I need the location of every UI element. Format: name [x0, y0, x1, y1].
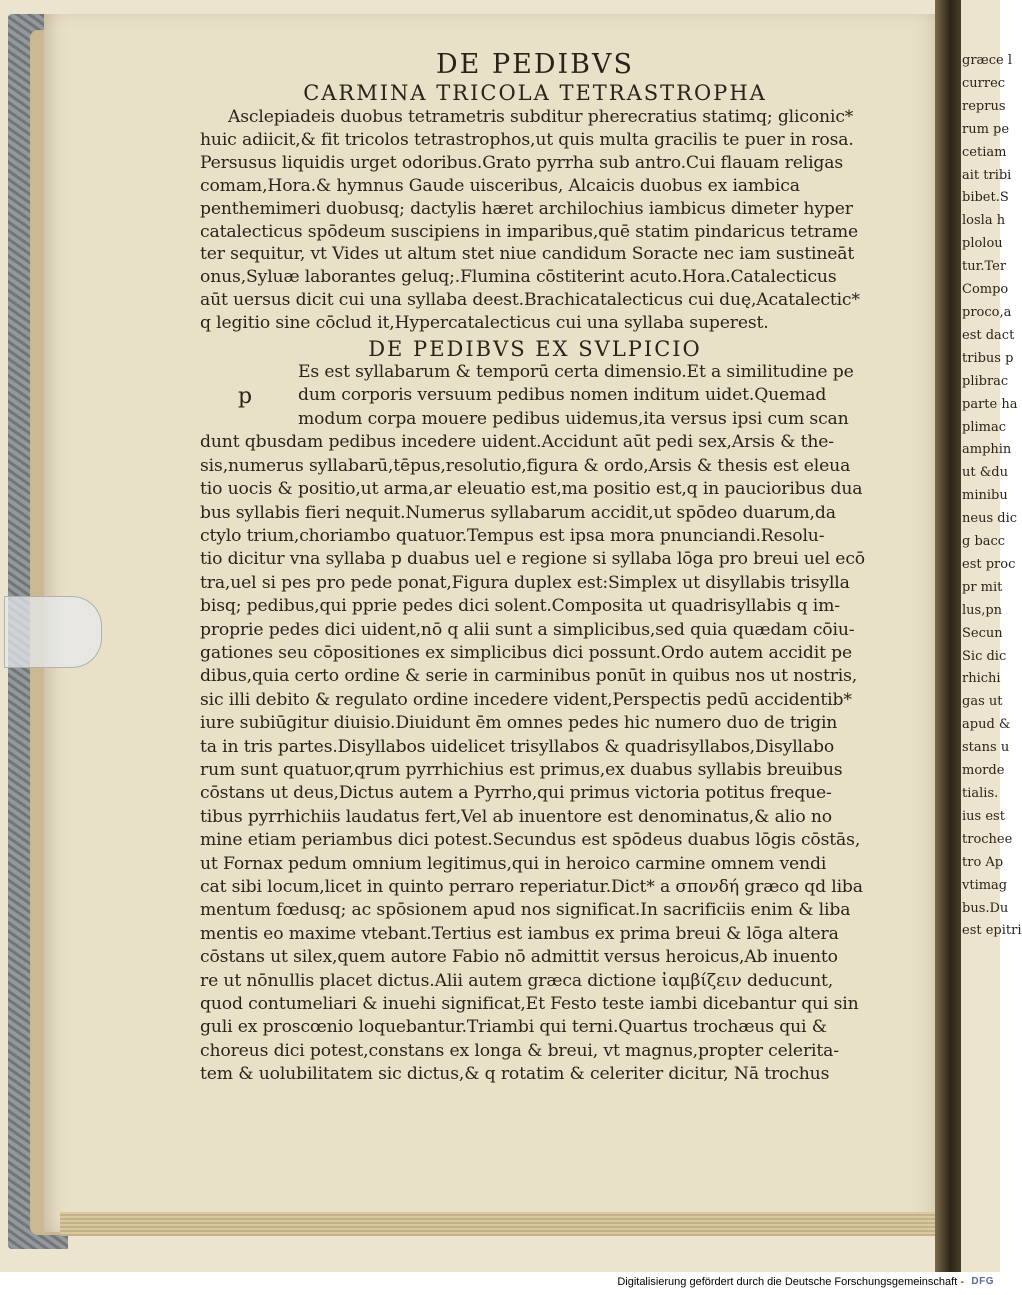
text-line: Es est syllabarum & temporū certa dimensio.Et a similitudine pe: [298, 362, 854, 383]
facing-fragment: losla h: [962, 213, 1006, 229]
text-line: aūt uersus dicit cui una syllaba deest.Brachicatalecticus cui duę,Acatalectic*: [200, 290, 860, 311]
text-line: proprie pedes dici uident,nō q alii sunt a simplicibus,sed quia quædam cōiu-: [200, 619, 855, 640]
text-line: bus syllabis fieri nequit.Numerus syllabarum accidit,ut spōdeo duarum,da: [200, 502, 836, 523]
facing-fragment: tur.Ter: [962, 259, 1007, 275]
text-line: quod contumeliari & inuehi significat,Et Festo teste iambi dicebantur qui sin: [200, 994, 859, 1015]
facing-fragment: cetiam: [962, 144, 1007, 160]
facing-fragment: tro Ap: [962, 854, 1004, 870]
facing-fragment: apud &: [962, 717, 1011, 733]
facing-fragment: pr mit: [962, 579, 1003, 595]
book-gutter: [935, 0, 961, 1272]
facing-fragment: bus.Du: [962, 900, 1009, 916]
text-line: mentis eo maxime vtebant.Tertius est iambus ex prima breui & lōga altera: [200, 923, 839, 944]
facing-fragment: gas ut: [962, 694, 1003, 710]
paragraph-asclepiadeis: [200, 106, 870, 335]
text-line: Persusus liquidis urget odoribus.Grato pyrrha sub antro.Cui flauam religas: [200, 152, 844, 173]
footer-credit: Digitalisierung gefördert durch die Deutsche Forschungsgemeinschaft -: [617, 1276, 964, 1288]
text-line: Asclepiadeis duobus tetrametris subditur pherecratius statimq; gliconic*: [228, 107, 854, 127]
text-line: mentum fœdusq; ac spōsionem apud nos significat.In sacrificiis enim & liba: [200, 900, 851, 921]
facing-fragment: ait tribi: [962, 167, 1012, 183]
text-line: ctylo trium,choriambo quatuor.Tempus est ipsa mora pnunciandi.Resolu-: [200, 525, 825, 546]
text-line: onus,Syluæ laborantes geluq;.Flumina cōstiterint acuto.Hora.Catalecticus: [200, 267, 837, 288]
page-clip: [4, 596, 102, 668]
facing-fragment: Secun: [962, 625, 1003, 641]
text-line: dibus,quia certo ordine & serie in carminibus ponūt in quibus nos ut nostris,: [200, 666, 858, 687]
facing-fragment: vtimag: [962, 877, 1008, 893]
text-line: tio uocis & positio,ut arma,ar eleuatio est,ma positio est,q in paucioribus dua: [200, 479, 863, 500]
facing-fragment: currec: [962, 75, 1006, 91]
facing-fragment: ut &du: [962, 465, 1008, 481]
facing-fragment: rhichi: [962, 671, 1001, 687]
text-line: tibus pyrrhichiis laudatus fert,Vel ab inuentore est denominatus,& alio no: [200, 806, 833, 827]
text-line: bisq; pedibus,qui pprie pedes dici solent.Composita ut quadrisyllabis q im-: [200, 596, 840, 617]
facing-fragment: ius est: [962, 808, 1005, 824]
facing-fragment: parte ha: [962, 396, 1018, 412]
facing-fragment: est epitri: [962, 923, 1022, 939]
footer-bar: [0, 1272, 1000, 1295]
text-line: sic illi debito & regulato ordine incedere vident,Perspectis pedū accidentib*: [200, 689, 852, 710]
text-line: sis,numerus syllabarū,tēpus,resolutio,figura & ordo,Arsis & thesis est eleua: [200, 455, 851, 476]
text-line: cōstans ut silex,quem autore Fabio nō admittit versus heroicus,Ab inuento: [200, 947, 838, 968]
text-line: modum corpa mouere pedibus uidemus,ita versus ipsi cum scan: [298, 408, 849, 429]
facing-fragment: minibu: [962, 488, 1008, 504]
facing-fragment: morde: [962, 763, 1005, 779]
facing-page-fragments: [962, 50, 1022, 1050]
facing-fragment: bibet.S: [962, 190, 1009, 206]
text-line: cat sibi locum,licet in quinto perraro reperiatur.Dict* a σπονδή græco qd liba: [200, 877, 863, 897]
facing-fragment: trochee: [962, 831, 1013, 847]
dfg-logo: DFG: [971, 1276, 994, 1287]
facing-fragment: g bacc: [962, 534, 1006, 550]
facing-fragment: stans u: [962, 740, 1010, 756]
text-line: comam,Hora.& hymnus Gaude uisceribus, Alcaicis duobus ex iambica: [200, 175, 800, 196]
text-line: dunt qbusdam pedibus incedere uident.Accidunt aūt pedi sex,Arsis & the-: [200, 432, 834, 453]
facing-fragment: est proc: [962, 556, 1016, 572]
facing-fragment: plimac: [962, 419, 1006, 435]
text-line: gationes seu cōpositiones ex simplicibus dici possunt.Ordo autem accidit pe: [200, 642, 853, 663]
text-line: penthemimeri duobusq; dactylis hæret archilochius iambicus dimeter hyper: [200, 198, 853, 219]
text-line: iure subiūgitur diuisio.Diuidunt ēm omnes pedes hic numero duo de trigin: [200, 713, 838, 734]
page-text: [200, 50, 870, 1087]
text-line: guli ex proscœnio loquebantur.Triambi qui terni.Quartus trochæus qui &: [200, 1017, 827, 1038]
facing-fragment: reprus: [962, 98, 1006, 114]
text-line: tem & uolubilitatem sic dictus,& q rotatim & celeriter dicitur, Nā trochus: [200, 1064, 830, 1085]
facing-fragment: Compo: [962, 282, 1009, 298]
text-line: mine etiam periambus dici potest.Secundus est spōdeus duabus lōgis cōstās,: [200, 830, 861, 851]
drop-initial: p: [238, 384, 253, 409]
text-line: rum sunt quatuor,qrum pyrrhichius est primus,ex duabus syllabis breuibus: [200, 759, 843, 780]
text-line: dum corporis versuum pedibus nomen inditum uidet.Quemad: [298, 385, 827, 406]
text-line: ta in tris partes.Disyllabos uidelicet trisyllabos & quadrisyllabos,Disyllabo: [200, 736, 835, 757]
text-line: ut Fornax pedum omnium legitimus,qui in heroico carmine omnem vendi: [200, 853, 827, 874]
facing-fragment: plolou: [962, 236, 1003, 252]
text-line: tio dicitur vna syllaba p duabus uel e regione si syllaba lōga pro breui uel ecō: [200, 549, 866, 570]
page-edges: [60, 1212, 950, 1236]
section-heading-sulpicio: DE PEDIBVS EX SVLPICIO: [368, 337, 702, 362]
facing-fragment: est dact: [962, 327, 1015, 343]
facing-fragment: lus,pn: [962, 602, 1003, 618]
facing-fragment: rum pe: [962, 121, 1010, 137]
facing-fragment: Sic dic: [962, 648, 1007, 664]
text-line: cōstans ut deus,Dictus autem a Pyrrho,qui primus victoria potitus freque-: [200, 783, 832, 804]
text-line: choreus dici potest,constans ex longa & breui, vt magnus,propter celerita-: [200, 1040, 839, 1061]
page-title: DE PEDIBVS: [436, 49, 634, 80]
facing-fragment: neus dic: [962, 511, 1018, 527]
text-line: catalecticus spōdeum suscipiens in imparibus,quē statim pindaricus tetrame: [200, 221, 859, 242]
text-line: q legitio sine cōclud it,Hypercatalecticus cui una syllaba superest.: [200, 313, 769, 334]
facing-fragment: græce l: [962, 53, 1013, 68]
facing-fragment: tialis.: [962, 786, 999, 801]
page-subtitle: CARMINA TRICOLA TETRASTROPHA: [303, 81, 767, 105]
text-line: re ut nōnullis placet dictus.Alii autem græca dictione ἰαμβίζειν deducunt,: [200, 970, 834, 991]
text-line: huic adiicit,& fit tricolos tetrastrophos,ut quis multa gracilis te puer in rosa.: [200, 129, 854, 150]
text-line: tra,uel si pes pro pede ponat,Figura duplex est:Simplex ut disyllabis trisylla: [200, 572, 850, 593]
facing-fragment: amphin: [962, 442, 1012, 458]
paragraph-pedibus: [200, 361, 870, 1087]
facing-fragment: plibrac: [962, 373, 1009, 389]
facing-fragment: tribus p: [962, 350, 1014, 366]
facing-fragment: proco,a: [962, 304, 1012, 320]
text-line: ter sequitur, vt Vides ut altum stet niue candidum Soracte nec iam sustineāt: [200, 244, 855, 265]
